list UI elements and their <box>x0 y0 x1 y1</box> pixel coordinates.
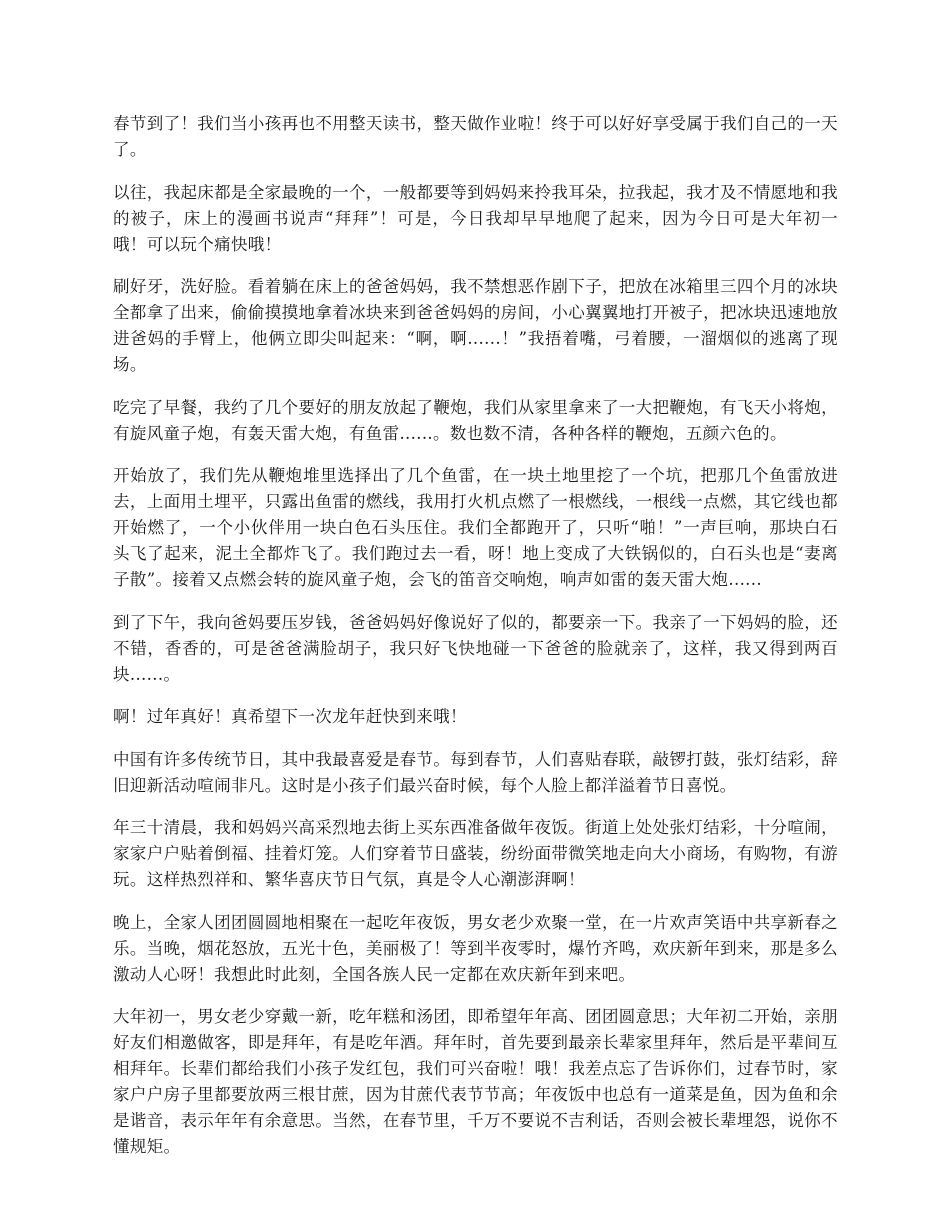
paragraph-1: 春节到了！我们当小孩再也不用整天读书，整天做作业啦！终于可以好好享受属于我们自己的一天了。 <box>113 114 838 159</box>
paragraph-2: 以往，我起床都是全家最晚的一个，一般都要等到妈妈来拎我耳朵，拉我起，我才及不情愿地和我的被子，床上的漫画书说声“拜拜”！可是，今日我却早早地爬了起来，因为今日可是大年初一哦！可以玩个痛快哦！ <box>113 182 838 254</box>
paragraph-7: 啊！过年真好！真希望下一次龙年赶快到来哦！ <box>113 707 467 726</box>
paragraph-10: 晚上，全家人团团圆圆地相聚在一起吃年夜饭，男女老少欢聚一堂，在一片欢声笑语中共享新春之乐。当晚，烟花怒放，五光十色，美丽极了！等到半夜零时，爆竹齐鸣，欢庆新年到来，那是多么激动人心呀！我想此时此刻，全国各族人民一定都在欢庆新年到来吧。 <box>113 912 838 984</box>
paragraph-5: 开始放了，我们先从鞭炮堆里选择出了几个鱼雷，在一块土地里挖了一个坑，把那几个鱼雷放进去，上面用土埋平，只露出鱼雷的燃线，我用打火机点燃了一根燃线，一根线一点燃，其它线也都开始燃了，一个小伙伴用一块白色石头压住。我们全都跑开了，只听“啪！”一声巨响，那块白石头飞了起来，泥土全都炸飞了。我们跑过去一看，呀！地上变成了大铁锅似的，白石头也是“妻离子散”。接着又点燃会转的旋风童子炮，会飞的笛音交响炮，响声如雷的轰天雷大炮...... <box>113 466 838 589</box>
paragraph-11: 大年初一，男女老少穿戴一新，吃年糕和汤团，即希望年年高、团团圆意思；大年初二开始，亲朋好友们相邀做客，即是拜年，有是吃年酒。拜年时，首先要到最亲长辈家里拜年，然后是平辈间互相拜年。长辈们都给我们小孩子发红包，我们可兴奋啦！哦！我差点忘了告诉你们，过春节时，家家户户房子里都要放两三根甘蔗，因为甘蔗代表节节高；年夜饭中也总有一道菜是鱼，因为鱼和余是谐音，表示年年有余意思。当然，在春节里，千万不要说不吉利话，否则会被长辈埋怨，说你不懂规矩。 <box>113 1007 838 1156</box>
paragraph-3: 刷好牙，洗好脸。看着躺在床上的爸爸妈妈，我不禁想恶作剧下子，把放在冰箱里三四个月的冰块全都拿了出来，偷偷摸摸地拿着冰块来到爸爸妈妈的房间，小心翼翼地打开被子，把冰块迅速地放进爸妈的手臂上，他俩立即尖叫起来：“啊，啊......！”我捂着嘴，弓着腰，一溜烟似的逃离了现场。 <box>113 277 838 374</box>
paragraph-6: 到了下午，我向爸妈要压岁钱，爸爸妈妈好像说好了似的，都要亲一下。我亲了一下妈妈的脸，还不错，香香的，可是爸爸满脸胡子，我只好飞快地碰一下爸爸的脸就亲了，这样，我又得到两百块......。 <box>113 612 838 684</box>
paragraph-4: 吃完了早餐，我约了几个要好的朋友放起了鞭炮，我们从家里拿来了一大把鞭炮，有飞天小将炮，有旋风童子炮，有轰天雷大炮，有鱼雷......。数也数不清，各种各样的鞭炮，五颜六色的。 <box>113 397 838 443</box>
paragraph-8: 中国有许多传统节日，其中我最喜爱是春节。每到春节，人们喜贴春联，敲锣打鼓，张灯结彩，辞旧迎新活动喧闹非凡。这时是小孩子们最兴奋时候，每个人脸上都洋溢着节日喜悦。 <box>113 749 838 795</box>
paragraph-9: 年三十清晨，我和妈妈兴高采烈地去街上买东西准备做年夜饭。街道上处处张灯结彩，十分喧闹，家家户户贴着倒福、挂着灯笼。人们穿着节日盛装，纷纷面带微笑地走向大小商场，有购物，有游玩。这样热烈祥和、繁华喜庆节日气氛，真是令人心潮澎湃啊！ <box>113 818 838 889</box>
